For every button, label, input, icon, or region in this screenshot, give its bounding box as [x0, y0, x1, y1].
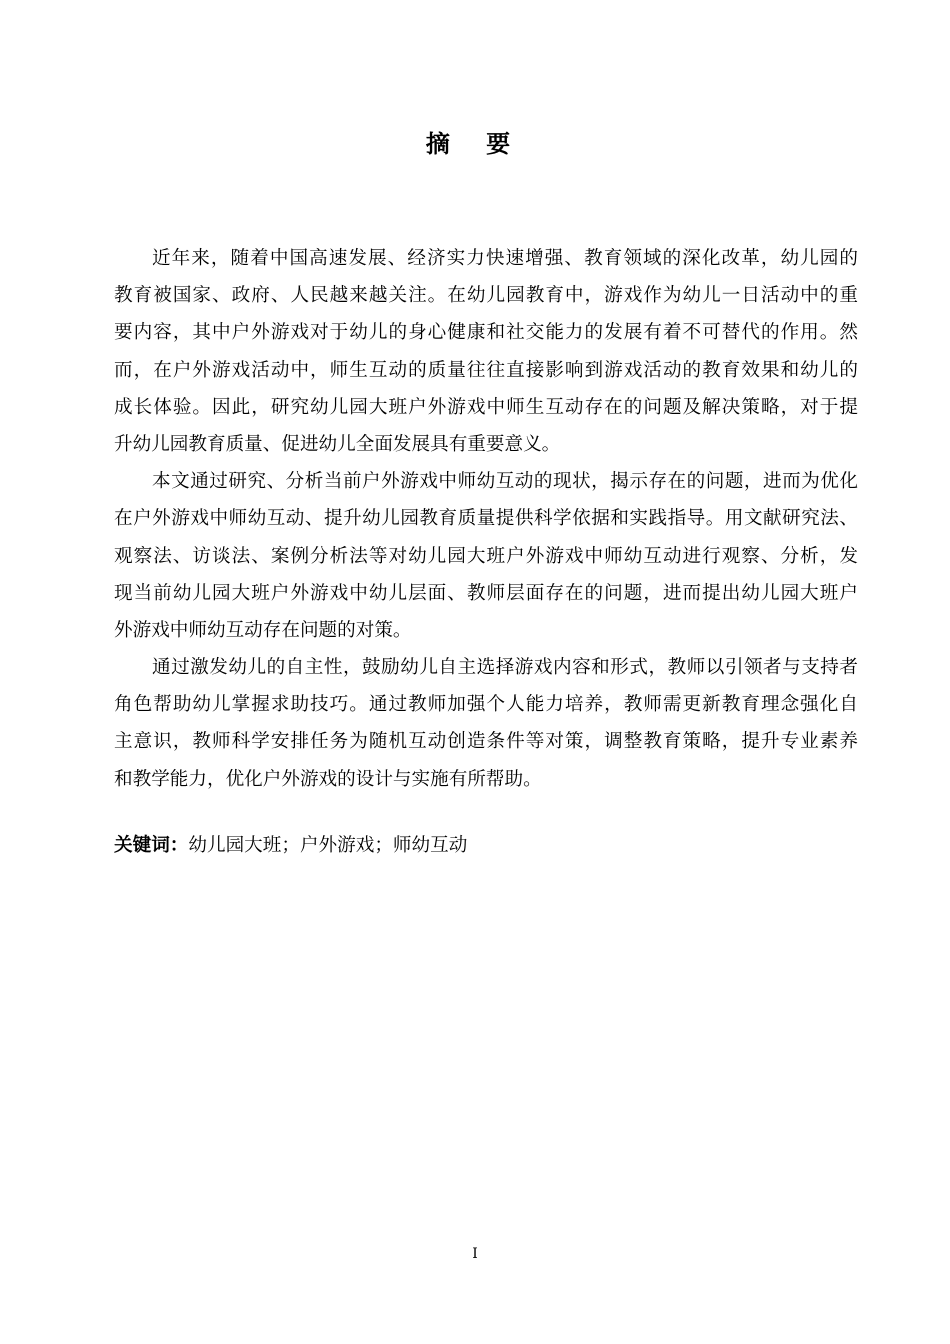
text-line: 本文通过研究、分析当前户外游戏中师幼互动的现状，揭示存在的问题，进而为优化	[152, 471, 858, 493]
text-line: 而，在户外游戏活动中，师生互动的质量往往直接影响到游戏活动的教育效果和幼儿的	[114, 359, 858, 381]
text-line: 现当前幼儿园大班户外游戏中幼儿层面、教师层面存在的问题，进而提出幼儿园大班户	[114, 582, 858, 604]
text-line: 在户外游戏中师幼互动、提升幼儿园教育质量提供科学依据和实践指导。用文献研究法、	[114, 508, 858, 530]
abstract-body	[114, 240, 858, 798]
keywords-value: 幼儿园大班；户外游戏；师幼互动	[188, 835, 468, 856]
paragraph-2	[114, 463, 858, 649]
text-line: 教育被国家、政府、人民越来越关注。在幼儿园教育中，游戏作为幼儿一日活动中的重	[114, 285, 858, 307]
text-line: 升幼儿园教育质量、促进幼儿全面发展具有重要意义。	[114, 433, 561, 455]
text-line: 成长体验。因此，研究幼儿园大班户外游戏中师生互动存在的问题及解决策略，对于提	[114, 396, 858, 418]
text-line: 外游戏中师幼互动存在问题的对策。	[114, 619, 412, 641]
text-line: 观察法、访谈法、案例分析法等对幼儿园大班户外游戏中师幼互动进行观察、分析，发	[114, 545, 858, 567]
keywords-label: 关键词：	[114, 835, 189, 856]
text-line: 通过激发幼儿的自主性，鼓励幼儿自主选择游戏内容和形式，教师以引领者与支持者	[152, 657, 858, 679]
page-number: I	[472, 1246, 478, 1262]
keywords	[114, 832, 467, 860]
text-line: 近年来，随着中国高速发展、经济实力快速增强、教育领域的深化改革，幼儿园的	[152, 248, 858, 269]
text-line: 和教学能力，优化户外游戏的设计与实施有所帮助。	[114, 768, 542, 790]
page-title: 摘 要	[425, 129, 525, 158]
text-line: 要内容，其中户外游戏对于幼儿的身心健康和社交能力的发展有着不可替代的作用。然	[114, 322, 858, 344]
paragraph-1	[114, 240, 858, 463]
text-line: 主意识，教师科学安排任务为随机互动创造条件等对策，调整教育策略，提升专业素养	[114, 731, 858, 753]
paragraph-3	[114, 649, 858, 798]
text-line: 角色帮助幼儿掌握求助技巧。通过教师加强个人能力培养，教师需更新教育理念强化自	[114, 694, 858, 716]
